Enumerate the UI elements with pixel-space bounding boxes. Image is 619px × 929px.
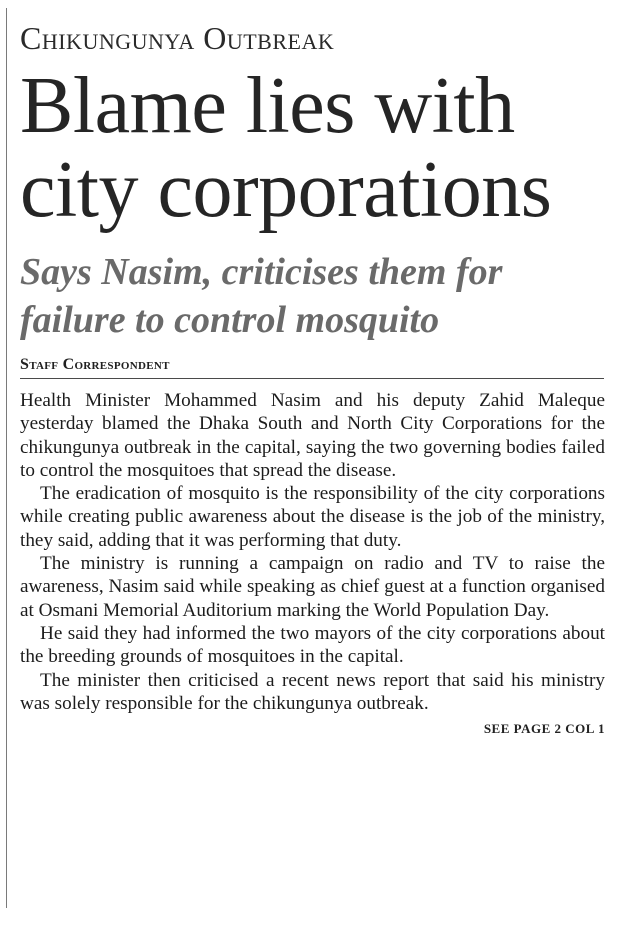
subheadline-line: failure to control mosquito	[20, 299, 440, 341]
headline-line: city corporations	[20, 146, 552, 234]
byline: Staff Correspondent	[20, 356, 170, 373]
article	[20, 18, 605, 737]
jump-line: SEE PAGE 2 COL 1	[483, 721, 605, 737]
column-rule	[6, 8, 7, 908]
byline-divider	[20, 378, 604, 379]
paragraph: The eradication of mosquito is the responsibility of the city corporations while creating public awareness about the disease is the job of the ministry, they said, adding that it was performing that duty.	[20, 483, 605, 551]
kicker: Chikungunya Outbreak	[20, 20, 335, 56]
paragraph: The ministry is running a campaign on radio and TV to raise the awareness, Nasim said while speaking as chief guest at a function organised at Osmani Memorial Auditorium marking the World Population Day.	[20, 553, 605, 621]
headline	[20, 64, 605, 232]
headline-line: Blame lies with	[20, 62, 515, 150]
paragraph: Health Minister Mohammed Nasim and his deputy Zahid Maleque yesterday blamed the Dhaka South and North City Corporations for the chikungunya outbreak in the capital, saying the two governing bodies failed to control the mosquitoes that spread the disease.	[20, 390, 605, 481]
subheadline-line: Says Nasim, criticises them for	[20, 251, 503, 293]
article-body	[20, 389, 605, 715]
paragraph: The minister then criticised a recent news report that said his ministry was solely responsible for the chikungunya outbreak.	[20, 669, 605, 714]
subheadline	[20, 248, 605, 344]
paragraph: He said they had informed the two mayors of the city corporations about the breeding grounds of mosquitoes in the capital.	[20, 622, 605, 668]
